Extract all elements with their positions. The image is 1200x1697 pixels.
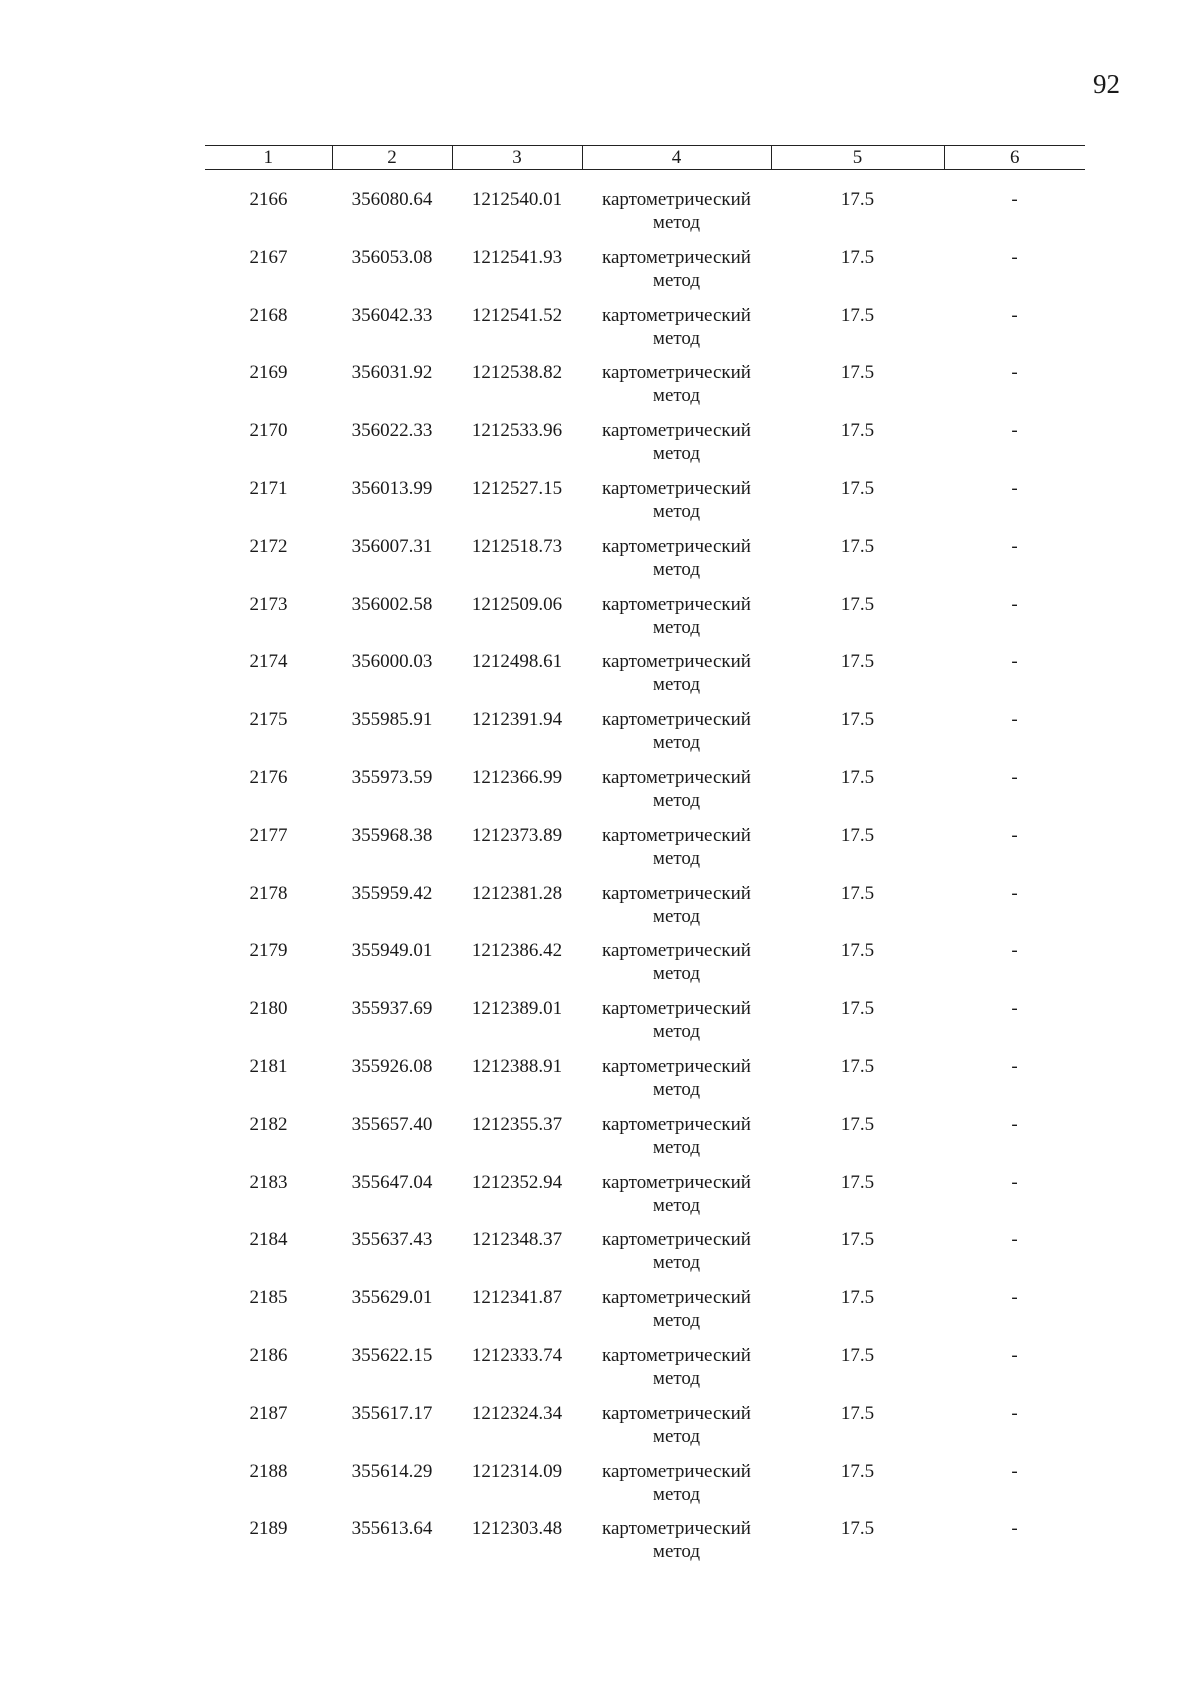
method-line-2: метод	[652, 847, 701, 869]
accuracy-cell: 17.5	[840, 535, 875, 557]
method-line-2: метод	[652, 327, 701, 349]
method-line-2: метод	[652, 1194, 701, 1216]
y-coordinate-cell: 1212314.09	[471, 1460, 563, 1482]
accuracy-cell: 17.5	[840, 882, 875, 904]
coordinates-table-container	[205, 145, 1085, 1575]
note-cell: -	[1011, 246, 1018, 268]
y-coordinate-cell: 1212303.48	[471, 1518, 563, 1540]
method-cell	[582, 766, 771, 824]
method-line-1: картометрический	[602, 1460, 751, 1482]
accuracy-cell: 17.5	[840, 1402, 875, 1424]
page-number: 92	[1093, 69, 1120, 99]
point-number-cell: 2182	[249, 1113, 288, 1135]
x-coordinate-cell: 355617.17	[351, 1402, 433, 1424]
method-cell	[582, 1286, 771, 1344]
table-row	[205, 246, 1085, 304]
method-cell	[582, 1113, 771, 1171]
table-row	[205, 650, 1085, 708]
point-number-cell: 2170	[249, 420, 288, 442]
method-line-1: картометрический	[602, 189, 751, 210]
note-cell: -	[1011, 1229, 1018, 1251]
note-cell: -	[1011, 651, 1018, 673]
method-line-2: метод	[652, 1252, 701, 1274]
y-coordinate-cell: 1212355.37	[471, 1113, 563, 1135]
note-cell: -	[1011, 593, 1018, 615]
accuracy-cell: 17.5	[840, 940, 875, 962]
note-cell: -	[1011, 766, 1018, 788]
method-line-1: картометрический	[602, 882, 751, 904]
point-number-cell: 2184	[249, 1229, 288, 1251]
header-row	[205, 146, 1085, 170]
table-row	[205, 1228, 1085, 1286]
table-row	[205, 535, 1085, 593]
method-cell	[582, 1344, 771, 1402]
method-line-1: картометрический	[602, 1229, 751, 1251]
note-cell: -	[1011, 304, 1018, 326]
method-cell	[582, 1055, 771, 1113]
accuracy-cell: 17.5	[840, 1460, 875, 1482]
method-cell	[582, 1171, 771, 1229]
method-line-1: картометрический	[602, 246, 751, 268]
y-coordinate-cell: 1212324.34	[471, 1402, 563, 1424]
accuracy-cell: 17.5	[840, 1518, 875, 1540]
method-cell	[582, 246, 771, 304]
note-cell: -	[1011, 1113, 1018, 1135]
method-line-2: метод	[652, 500, 701, 522]
coordinates-table	[205, 145, 1085, 1575]
point-number-cell: 2187	[249, 1402, 288, 1424]
accuracy-cell: 17.5	[840, 824, 875, 846]
method-cell	[582, 361, 771, 419]
table-header	[205, 146, 1085, 170]
method-cell	[582, 535, 771, 593]
accuracy-cell: 17.5	[840, 1113, 875, 1135]
accuracy-cell: 17.5	[840, 246, 875, 268]
method-line-2: метод	[652, 905, 701, 927]
point-number-cell: 2171	[249, 477, 288, 499]
accuracy-cell: 17.5	[840, 1171, 875, 1193]
x-coordinate-cell: 355637.43	[351, 1229, 433, 1251]
method-cell	[582, 1517, 771, 1575]
x-coordinate-cell: 356013.99	[351, 477, 433, 499]
method-line-1: картометрический	[602, 998, 751, 1020]
y-coordinate-cell: 1212389.01	[471, 998, 563, 1020]
point-number-cell: 2189	[249, 1518, 288, 1540]
x-coordinate-cell: 356080.64	[351, 189, 433, 210]
method-line-1: картометрический	[602, 1171, 751, 1193]
accuracy-cell: 17.5	[840, 1344, 875, 1366]
method-line-2: метод	[652, 1078, 701, 1100]
method-line-2: метод	[652, 1367, 701, 1389]
table-row	[205, 304, 1085, 362]
point-number-cell: 2174	[249, 651, 288, 673]
x-coordinate-cell: 356053.08	[351, 246, 433, 268]
point-number-cell: 2167	[249, 246, 288, 268]
y-coordinate-cell: 1212527.15	[471, 477, 563, 499]
y-coordinate-cell: 1212538.82	[471, 362, 563, 384]
point-number-cell: 2168	[249, 304, 288, 326]
accuracy-cell: 17.5	[840, 420, 875, 442]
method-line-1: картометрический	[602, 651, 751, 673]
method-line-1: картометрический	[602, 709, 751, 731]
note-cell: -	[1011, 1460, 1018, 1482]
method-line-1: картометрический	[602, 940, 751, 962]
y-coordinate-cell: 1212391.94	[471, 709, 563, 731]
note-cell: -	[1011, 824, 1018, 846]
table-row	[205, 1113, 1085, 1171]
y-coordinate-cell: 1212333.74	[471, 1344, 563, 1366]
x-coordinate-cell: 356002.58	[351, 593, 433, 615]
table-row	[205, 477, 1085, 535]
table-row	[205, 361, 1085, 419]
point-number-cell: 2166	[249, 189, 288, 210]
method-line-2: метод	[652, 789, 701, 811]
method-line-1: картометрический	[602, 824, 751, 846]
accuracy-cell: 17.5	[840, 1287, 875, 1309]
method-line-2: метод	[652, 732, 701, 754]
point-number-cell: 2181	[249, 1055, 288, 1077]
point-number-cell: 2188	[249, 1460, 288, 1482]
note-cell: -	[1011, 1402, 1018, 1424]
accuracy-cell: 17.5	[840, 1055, 875, 1077]
point-number-cell: 2179	[249, 940, 288, 962]
method-cell	[582, 170, 771, 246]
y-coordinate-cell: 1212341.87	[471, 1287, 563, 1309]
x-coordinate-cell: 355968.38	[351, 824, 433, 846]
accuracy-cell: 17.5	[840, 766, 875, 788]
method-line-1: картометрический	[602, 304, 751, 326]
x-coordinate-cell: 356000.03	[351, 651, 433, 673]
table-row	[205, 170, 1085, 246]
header-col-5: 5	[771, 146, 944, 170]
y-coordinate-cell: 1212541.93	[471, 246, 563, 268]
method-line-2: метод	[652, 1425, 701, 1447]
table-row	[205, 1402, 1085, 1460]
table-body	[205, 170, 1085, 1576]
y-coordinate-cell: 1212386.42	[471, 940, 563, 962]
method-line-2: метод	[652, 1310, 701, 1332]
accuracy-cell: 17.5	[840, 709, 875, 731]
y-coordinate-cell: 1212541.52	[471, 304, 563, 326]
y-coordinate-cell: 1212509.06	[471, 593, 563, 615]
x-coordinate-cell: 356022.33	[351, 420, 433, 442]
note-cell: -	[1011, 709, 1018, 731]
method-cell	[582, 1460, 771, 1518]
table-row	[205, 939, 1085, 997]
note-cell: -	[1011, 1518, 1018, 1540]
point-number-cell: 2176	[249, 766, 288, 788]
method-line-1: картометрический	[602, 593, 751, 615]
table-row	[205, 997, 1085, 1055]
method-line-2: метод	[652, 963, 701, 985]
note-cell: -	[1011, 362, 1018, 384]
method-line-2: метод	[652, 1483, 701, 1505]
accuracy-cell: 17.5	[840, 998, 875, 1020]
y-coordinate-cell: 1212373.89	[471, 824, 563, 846]
method-cell	[582, 708, 771, 766]
method-line-1: картометрический	[602, 1055, 751, 1077]
method-line-1: картометрический	[602, 1287, 751, 1309]
method-cell	[582, 939, 771, 997]
point-number-cell: 2173	[249, 593, 288, 615]
x-coordinate-cell: 355614.29	[351, 1460, 433, 1482]
point-number-cell: 2175	[249, 709, 288, 731]
accuracy-cell: 17.5	[840, 189, 875, 210]
y-coordinate-cell: 1212498.61	[471, 651, 563, 673]
method-line-1: картометрический	[602, 477, 751, 499]
y-coordinate-cell: 1212366.99	[471, 766, 563, 788]
x-coordinate-cell: 355959.42	[351, 882, 433, 904]
method-line-2: метод	[652, 558, 701, 580]
x-coordinate-cell: 355949.01	[351, 940, 433, 962]
y-coordinate-cell: 1212381.28	[471, 882, 563, 904]
table-row	[205, 1055, 1085, 1113]
x-coordinate-cell: 356042.33	[351, 304, 433, 326]
method-line-1: картометрический	[602, 1402, 751, 1424]
y-coordinate-cell: 1212352.94	[471, 1171, 563, 1193]
table-row	[205, 1171, 1085, 1229]
method-cell	[582, 304, 771, 362]
method-line-2: метод	[652, 1136, 701, 1158]
note-cell: -	[1011, 420, 1018, 442]
note-cell: -	[1011, 1287, 1018, 1309]
method-cell	[582, 477, 771, 535]
accuracy-cell: 17.5	[840, 1229, 875, 1251]
table-row	[205, 1460, 1085, 1518]
method-line-1: картометрический	[602, 766, 751, 788]
method-line-1: картометрический	[602, 1344, 751, 1366]
note-cell: -	[1011, 882, 1018, 904]
y-coordinate-cell: 1212388.91	[471, 1055, 563, 1077]
accuracy-cell: 17.5	[840, 304, 875, 326]
x-coordinate-cell: 355985.91	[351, 709, 433, 731]
point-number-cell: 2183	[249, 1171, 288, 1193]
table-row	[205, 708, 1085, 766]
method-line-1: картометрический	[602, 1518, 751, 1540]
note-cell: -	[1011, 940, 1018, 962]
y-coordinate-cell: 1212518.73	[471, 535, 563, 557]
x-coordinate-cell: 355613.64	[351, 1518, 433, 1540]
point-number-cell: 2185	[249, 1287, 288, 1309]
x-coordinate-cell: 356007.31	[351, 535, 433, 557]
y-coordinate-cell: 1212540.01	[471, 189, 563, 210]
note-cell: -	[1011, 477, 1018, 499]
x-coordinate-cell: 355622.15	[351, 1344, 433, 1366]
accuracy-cell: 17.5	[840, 362, 875, 384]
x-coordinate-cell: 355926.08	[351, 1055, 433, 1077]
method-line-2: метод	[652, 1541, 701, 1563]
method-line-2: метод	[652, 212, 701, 233]
accuracy-cell: 17.5	[840, 477, 875, 499]
x-coordinate-cell: 355629.01	[351, 1287, 433, 1309]
x-coordinate-cell: 356031.92	[351, 362, 433, 384]
point-number-cell: 2177	[249, 824, 288, 846]
method-cell	[582, 824, 771, 882]
table-row	[205, 1286, 1085, 1344]
method-line-2: метод	[652, 616, 701, 638]
method-line-1: картометрический	[602, 362, 751, 384]
point-number-cell: 2180	[249, 998, 288, 1020]
x-coordinate-cell: 355937.69	[351, 998, 433, 1020]
table-row	[205, 1344, 1085, 1402]
table-row	[205, 824, 1085, 882]
accuracy-cell: 17.5	[840, 651, 875, 673]
method-cell	[582, 882, 771, 940]
note-cell: -	[1011, 998, 1018, 1020]
table-row	[205, 419, 1085, 477]
note-cell: -	[1011, 189, 1018, 210]
note-cell: -	[1011, 535, 1018, 557]
method-line-1: картометрический	[602, 1113, 751, 1135]
table-row	[205, 766, 1085, 824]
header-col-6: 6	[944, 146, 1085, 170]
point-number-cell: 2172	[249, 535, 288, 557]
accuracy-cell: 17.5	[840, 593, 875, 615]
method-line-2: метод	[652, 385, 701, 407]
point-number-cell: 2178	[249, 882, 288, 904]
method-cell	[582, 1228, 771, 1286]
x-coordinate-cell: 355657.40	[351, 1113, 433, 1135]
point-number-cell: 2169	[249, 362, 288, 384]
method-line-2: метод	[652, 269, 701, 291]
method-cell	[582, 593, 771, 651]
x-coordinate-cell: 355973.59	[351, 766, 433, 788]
header-col-3: 3	[452, 146, 582, 170]
header-col-4: 4	[582, 146, 771, 170]
method-cell	[582, 650, 771, 708]
note-cell: -	[1011, 1171, 1018, 1193]
method-line-2: метод	[652, 443, 701, 465]
table-row	[205, 1517, 1085, 1575]
y-coordinate-cell: 1212348.37	[471, 1229, 563, 1251]
note-cell: -	[1011, 1344, 1018, 1366]
point-number-cell: 2186	[249, 1344, 288, 1366]
table-row	[205, 882, 1085, 940]
method-cell	[582, 419, 771, 477]
x-coordinate-cell: 355647.04	[351, 1171, 433, 1193]
header-col-1: 1	[205, 146, 332, 170]
header-col-2: 2	[332, 146, 452, 170]
y-coordinate-cell: 1212533.96	[471, 420, 563, 442]
method-line-2: метод	[652, 674, 701, 696]
method-line-1: картометрический	[602, 535, 751, 557]
method-line-2: метод	[652, 1021, 701, 1043]
method-cell	[582, 1402, 771, 1460]
table-row	[205, 593, 1085, 651]
method-line-1: картометрический	[602, 420, 751, 442]
note-cell: -	[1011, 1055, 1018, 1077]
method-cell	[582, 997, 771, 1055]
